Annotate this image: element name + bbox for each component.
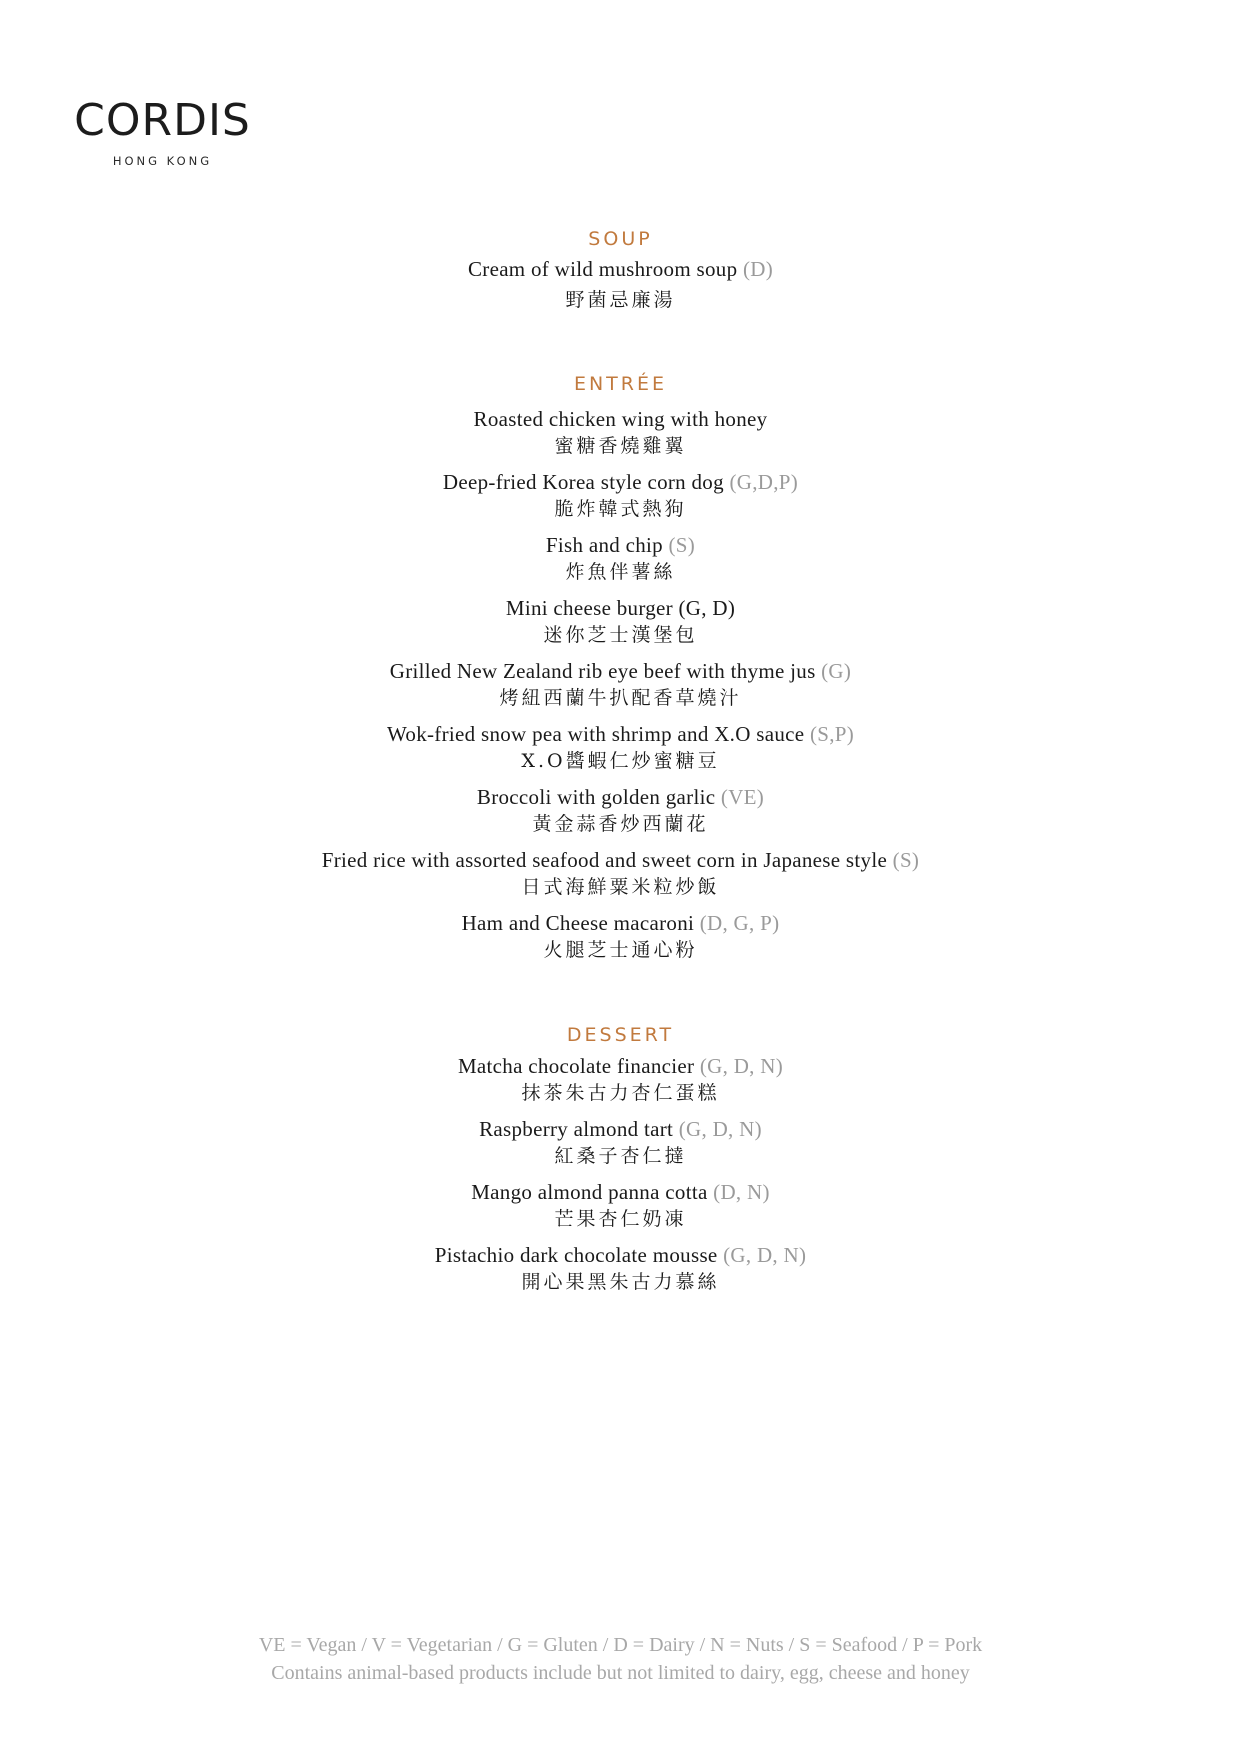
menu-item-name: Deep-fried Korea style corn dog [442, 470, 724, 494]
menu-item-name: Fish and chip [545, 533, 663, 557]
menu-item-name-zh: 芒果杏仁奶凍 [554, 1208, 687, 1230]
menu-item-name-en [0, 910, 1241, 936]
menu-item [0, 1242, 1241, 1296]
menu-item-name-en [0, 784, 1241, 810]
menu-item-name: Matcha chocolate financier [457, 1054, 695, 1078]
menu-item-name: Mango almond panna cotta [471, 1180, 708, 1204]
dietary-tags: (S) [668, 533, 696, 557]
menu-item-name-zh: 日式海鮮粟米粒炒飯 [521, 876, 720, 898]
menu-item [0, 784, 1241, 838]
menu-item-name-en [0, 1053, 1241, 1079]
menu-item [0, 1116, 1241, 1170]
menu-item-name-zh: 迷你芝士漢堡包 [543, 624, 698, 646]
menu-item-name-en [0, 595, 1241, 621]
menu-item-name: Grilled New Zealand rib eye beef with thyme jus [389, 659, 816, 683]
brand-logo [60, 96, 265, 168]
menu-item-name-en [0, 1242, 1241, 1268]
menu-item [0, 595, 1241, 649]
menu-item-name-zh: 蜜糖香燒雞翼 [554, 435, 687, 457]
menu-item [0, 658, 1241, 712]
dessert-items [0, 1053, 1241, 1296]
section-title-dessert: DESSERT [566, 1024, 675, 1046]
menu-item-name-en [0, 469, 1241, 495]
menu-item [0, 406, 1241, 460]
dietary-tags: (G, D, N) [678, 1117, 762, 1141]
dietary-tags: (G) [821, 659, 852, 683]
menu-item [0, 847, 1241, 901]
menu-item-name-en [0, 658, 1241, 684]
brand-location: HONG KONG [112, 154, 213, 168]
allergen-legend: VE = Vegan / V = Vegetarian / G = Gluten / D = Dairy / N = Nuts / S = Seafood / P = Pork [258, 1634, 983, 1656]
menu-item-name: Roasted chicken wing with honey [473, 407, 768, 431]
menu-item-name: Raspberry almond tart [479, 1117, 674, 1141]
menu-item-name-en [0, 532, 1241, 558]
section-title-soup: SOUP [588, 228, 653, 250]
section-entree [0, 372, 1241, 964]
menu-item-name-zh: 野菌忌廉湯 [565, 289, 676, 311]
soup-items [0, 256, 1241, 314]
dietary-tags: (G, D, N) [699, 1054, 784, 1078]
menu-item-name-zh: 火腿芝士通心粉 [543, 939, 698, 961]
dietary-tags: (VE) [720, 785, 765, 809]
menu-item-name-zh: 炸魚伴薯絲 [565, 561, 676, 583]
menu-item-name-zh: 黃金蒜香炒西蘭花 [532, 813, 709, 835]
menu-item [0, 532, 1241, 586]
menu-item-name: Ham and Cheese macaroni [461, 911, 695, 935]
dietary-tags: (D, N) [713, 1180, 770, 1204]
section-title-entree: ENTRÉE [573, 373, 668, 395]
dietary-tags: (S) [892, 848, 920, 872]
animal-products-note: Contains animal-based products include but not limited to dairy, egg, cheese and honey [271, 1662, 970, 1684]
menu-item-name-zh: 紅桑子杏仁撻 [554, 1145, 687, 1167]
dietary-tags: (G,D,P) [729, 470, 799, 494]
brand-name: CORDIS [74, 95, 251, 146]
dietary-tags: (G, D, N) [723, 1243, 807, 1267]
menu-item-name-zh: X.O醬蝦仁炒蜜糖豆 [521, 750, 720, 772]
menu-item [0, 721, 1241, 775]
menu-item [0, 910, 1241, 964]
menu-item-name-zh: 脆炸韓式熱狗 [554, 498, 687, 520]
menu-item-name-en [0, 1179, 1241, 1205]
menu-item-name: Pistachio dark chocolate mousse [434, 1243, 718, 1267]
menu-item-name-en [0, 256, 1241, 282]
menu-item [0, 256, 1241, 314]
section-dessert [0, 1023, 1241, 1296]
dietary-tags: (S,P) [809, 722, 855, 746]
menu-item-name: Wok-fried snow pea with shrimp and X.O sauce [386, 722, 805, 746]
menu-item-name-en [0, 1116, 1241, 1142]
dietary-tags: (D) [742, 257, 774, 281]
menu-item-name: Mini cheese burger (G, D) [505, 596, 736, 620]
menu-item [0, 1053, 1241, 1107]
menu-item-name: Cream of wild mushroom soup [467, 257, 738, 281]
menu-item-name: Broccoli with golden garlic [476, 785, 716, 809]
menu-item-name: Fried rice with assorted seafood and sweet corn in Japanese style [321, 848, 888, 872]
menu-item-name-zh: 烤紐西蘭牛扒配香草燒汁 [499, 687, 742, 709]
menu-item-name-zh: 開心果黑朱古力慕絲 [521, 1271, 720, 1293]
menu-item [0, 1179, 1241, 1233]
entree-items [0, 406, 1241, 964]
menu-item-name-en [0, 721, 1241, 747]
menu-item-name-en [0, 847, 1241, 873]
dietary-tags: (D, G, P) [699, 911, 780, 935]
menu-item-name-zh: 抹茶朱古力杏仁蛋糕 [521, 1082, 720, 1104]
section-soup [0, 227, 1241, 314]
menu-item [0, 469, 1241, 523]
menu-item-name-en [0, 406, 1241, 432]
allergen-footer [0, 1631, 1241, 1687]
